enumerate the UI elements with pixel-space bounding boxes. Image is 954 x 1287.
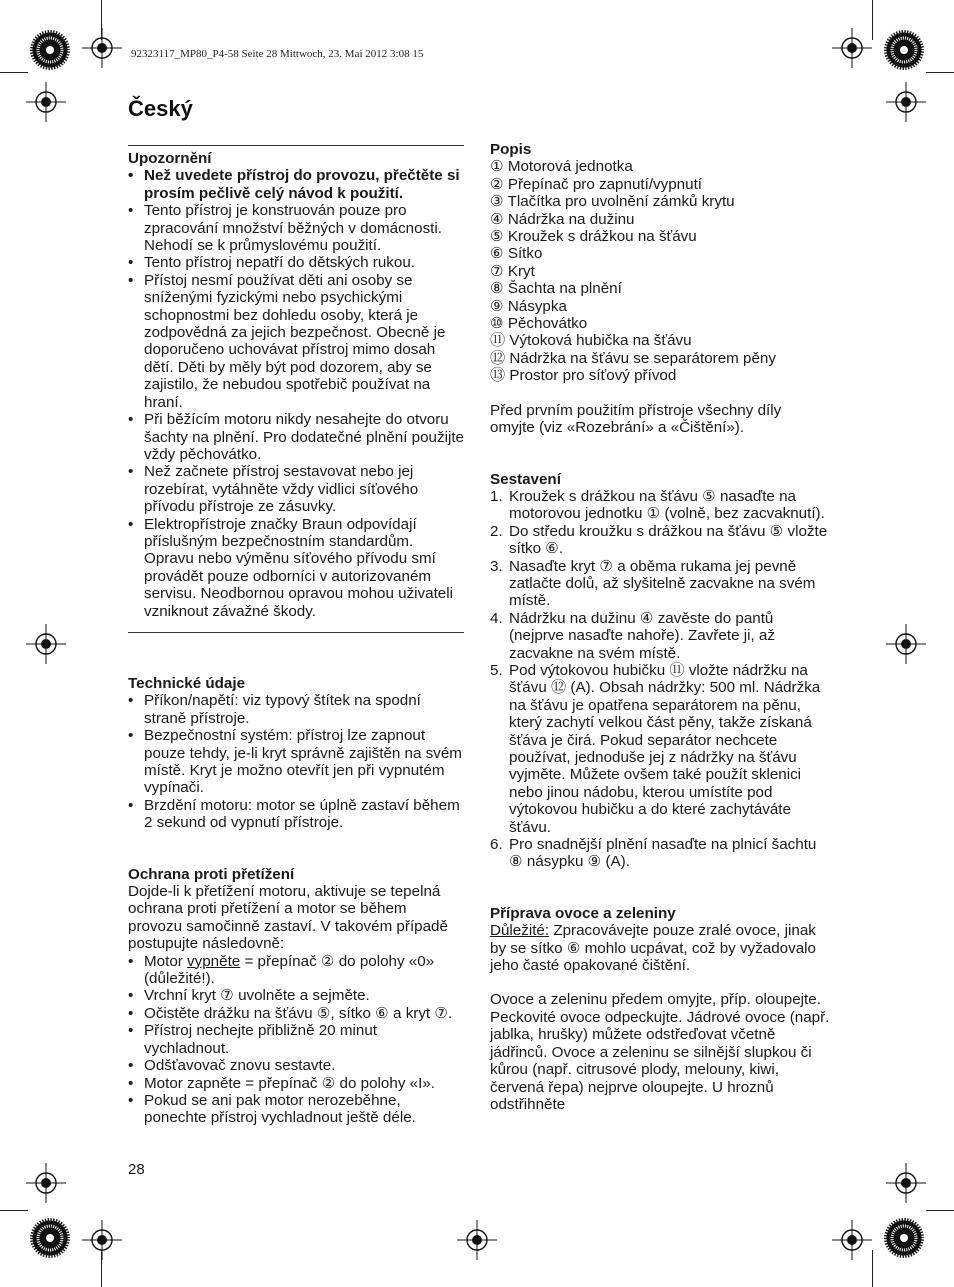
step-number: 2. [490, 522, 503, 540]
step-text: Nasaďte kryt ⑦ a oběma rukama jej pevně zatlačte dolů, až slyšitelně zacvakne na svém místě. [509, 557, 816, 610]
registration-mark-icon [886, 1163, 926, 1203]
registration-mark-icon [82, 28, 122, 68]
warning-item: • Než začnete přístroj sestavovat nebo jej rozebírat, vytáhněte vždy vidlici síťového přívodu přístroje ze zásuvky. [128, 463, 464, 515]
warning-item: • Přístoj nesmí používat děti ani osoby se sníženými fyzickými nebo psychickými schopnostmi bez dohledu osoby, která je zodpovědná za jejich bezpečnost. Obecně je doporučeno uchovávat přístroj mimo dosah dětí. Děti by měly být pod dozorem, aby se zajistilo, že nebudou spotřebič používat na hraní. [128, 272, 464, 411]
assembly-step [490, 836, 830, 871]
description-item: ⑥ Sítko [490, 245, 543, 263]
assembly-step [490, 523, 830, 558]
overload-section [128, 866, 464, 1127]
trim-line [0, 1210, 28, 1211]
overload-heading: Ochrana proti přetížení [128, 865, 295, 883]
description-item: ⑫ Nádržka na šťávu se separátorem pěny [490, 349, 776, 367]
warning-item: • Při běžícím motoru nikdy nesahejte do otvoru šachty na plnění. Pro dodatečné plnění použijte vždy pěchovátko. [128, 411, 464, 463]
description-item: ③ Tlačítka pro uvolnění zámků krytu [490, 193, 735, 211]
warning-item: • Tento přístroj nepatří do dětských rukou. [128, 254, 464, 271]
important-label: Důležité: [490, 922, 550, 940]
description-item: ⑬ Prostor pro síťový přívod [490, 367, 677, 385]
specs-list [128, 692, 464, 831]
overload-item: • Vrchní kryt ⑦ uvolněte a sejměte. [128, 987, 464, 1004]
assembly-step [490, 662, 830, 836]
registration-mark-icon [886, 82, 926, 122]
description-item: ② Přepínač pro zapnutí/vypnutí [490, 175, 703, 193]
overload-intro: Dojde-li k přetížení motoru, aktivuje se tepelná ochrana proti přetížení a motor se během provozu samočinně zastaví. V takovém případě postupujte následovně: [128, 883, 448, 953]
step-number: 6. [490, 836, 503, 854]
registration-mark-icon [82, 1220, 122, 1260]
description-section [490, 141, 830, 437]
spec-item: • Brzdění motoru: motor se úplně zastaví během 2 sekund od vypnutí přístroje. [128, 797, 464, 832]
trim-line [0, 72, 28, 73]
registration-mark-icon [832, 28, 872, 68]
overload-item: • Motor zapněte = přepínač ② do polohy «I». [128, 1075, 464, 1092]
overload-item: • Odšťavovač znovu sestavte. [128, 1057, 464, 1074]
description-item: ⑪ Výtoková hubička na šťávu [490, 332, 692, 350]
warning-item: • Tento přístroj je konstruován pouze pro zpracování množství běžných v domácnosti. Nehodí se k průmyslovému použití. [128, 202, 464, 254]
trim-line [872, 0, 873, 40]
registration-mark-icon [26, 82, 66, 122]
step-text: Do středu kroužku s drážkou na šťávu ⑤ vložte sítko ⑥. [509, 522, 828, 558]
sunburst-mark-icon [28, 28, 72, 72]
spec-item: • Bezpečnostní systém: přístroj lze zapnout pouze tehdy, je-li kryt správně zajištěn na svém místě. Kryt je možno otevřít jen při vypnutém vypínači. [128, 727, 464, 797]
description-item: ⑤ Kroužek s drážkou na šťávu [490, 228, 697, 246]
preparation-paragraph: Ovoce a zeleninu předem omyjte, příp. oloupejte. Peckovité ovoce odpeckujte. Jádrové ovoce (např. jablka, hrušky) můžete odstřeďovat včetně jádřinců. Ovoce a zeleninu se silnější slupkou či kůrou (např. citrusové plody, melouny, kiwi, červená řepa) nejprve oloupejte. U hroznů odstřihněte [490, 991, 830, 1113]
description-item: ⑩ Pěchovátko [490, 315, 588, 333]
preparation-section [490, 905, 830, 1113]
step-text: Pod výtokovou hubičku ⑪ vložte nádržku na šťávu ⑫ (A). Obsah nádržky: 500 ml. Nádržka na šťávu je opatřena separátorem na pěnu, který zachytí velkou část pěny, takže získaná šťáva je čirá. Pokud separátor nechcete používat, jednoduše jej z nádržky na šťávu vyjměte. Můžete ovšem také použít sklenici nebo jinou nádobu, kterou umístíte pod výtokovou hubičku a do které zachytáváte šťávu. [509, 661, 821, 836]
description-item: ① Motorová jednotka [490, 158, 633, 176]
registration-mark-icon [457, 1220, 497, 1260]
overload-item-pre: Motor [144, 952, 188, 970]
registration-mark-icon [832, 1220, 872, 1260]
overload-item [128, 953, 464, 988]
assembly-step [490, 488, 830, 523]
right-column [490, 141, 830, 1113]
specs-section [128, 675, 464, 832]
sunburst-mark-icon [882, 1216, 926, 1260]
overload-list [128, 953, 464, 1127]
step-number: 3. [490, 557, 503, 575]
overload-item: • Pokud se ani pak motor nerozeběhne, ponechte přístroj vychladnout ještě déle. [128, 1092, 464, 1127]
sunburst-mark-icon [882, 28, 926, 72]
left-column [128, 150, 464, 1127]
assembly-section [490, 471, 830, 871]
registration-mark-icon [886, 624, 926, 664]
warnings-list [128, 167, 464, 620]
warnings-section [128, 150, 464, 620]
step-number: 1. [490, 487, 503, 505]
description-item: ⑦ Kryt [490, 262, 535, 280]
print-header-line: 92323117_MP80_P4-58 Seite 28 Mittwoch, 23. Mai 2012 3:08 15 [131, 48, 424, 60]
registration-mark-icon [26, 1163, 66, 1203]
trim-line [926, 1210, 954, 1211]
warning-item: • Než uvedete přístroj do provozu, přečtěte si prosím pečlivě celý návod k použití. [128, 167, 464, 202]
step-text: Pro snadnější plnění nasaďte na plnicí šachtu ⑧ násypku ⑨ (A). [509, 836, 817, 871]
trim-line [926, 72, 954, 73]
sunburst-mark-icon [28, 1216, 72, 1260]
divider [128, 145, 464, 146]
description-item: ⑨ Násypka [490, 297, 567, 315]
overload-item: • Přístroj nechejte přibližně 20 minut vychladnout. [128, 1022, 464, 1057]
important-text: Zpracovávejte pouze zralé ovoce, jinak by se sítko ⑥ mohlo ucpávat, což by vyžadovalo jeho časté opakované čištění. [490, 922, 816, 975]
overload-item-underlined: vypněte [187, 952, 241, 970]
overload-item: • Očistěte drážku na šťávu ⑤, sítko ⑥ a kryt ⑦. [128, 1005, 464, 1022]
description-item: ⑧ Šachta na plnění [490, 280, 622, 298]
spec-item: • Příkon/napětí: viz typový štítek na spodní straně přístroje. [128, 692, 464, 727]
step-number: 4. [490, 609, 503, 627]
description-heading: Popis [490, 141, 532, 158]
warning-item: • Elektropřístroje značky Braun odpovídají příslušným bezpečnostním standardům. Opravu nebo výměnu síťového přívodu smí provádět pouze odborníci v autorizovaném servisu. Neodbornou opravou mohou uživateli vzniknout závažné škody. [128, 516, 464, 620]
page-number: 28 [128, 1161, 145, 1178]
assembly-step [490, 610, 830, 662]
step-number: 5. [490, 661, 503, 679]
preparation-heading: Příprava ovoce a zeleniny [490, 904, 676, 922]
specs-heading: Technické údaje [128, 674, 246, 692]
preparation-important [490, 922, 830, 974]
description-item: ④ Nádržka na dužinu [490, 210, 635, 228]
assembly-step [490, 558, 830, 610]
assembly-heading: Sestavení [490, 470, 561, 488]
description-note: Před prvním použitím přístroje všechny díly omyjte (viz «Rozebrání» a «Čištění»). [490, 401, 782, 437]
step-text: Kroužek s drážkou na šťávu ⑤ nasaďte na motorovou jednotku ① (volně, bez zacvaknutí). [509, 487, 825, 523]
assembly-steps [490, 488, 830, 871]
page-title: Český [128, 96, 193, 121]
step-text: Nádržku na dužinu ④ zavěste do pantů (nejprve nasaďte nahoře). Zavřete ji, až zacvakne na svém místě. [509, 609, 775, 662]
warnings-heading: Upozornění [128, 150, 212, 167]
trim-line [872, 1250, 873, 1287]
registration-mark-icon [26, 624, 66, 664]
overload-item-post: = přepínač ② do polohy «0» (důležité!). [144, 952, 435, 988]
